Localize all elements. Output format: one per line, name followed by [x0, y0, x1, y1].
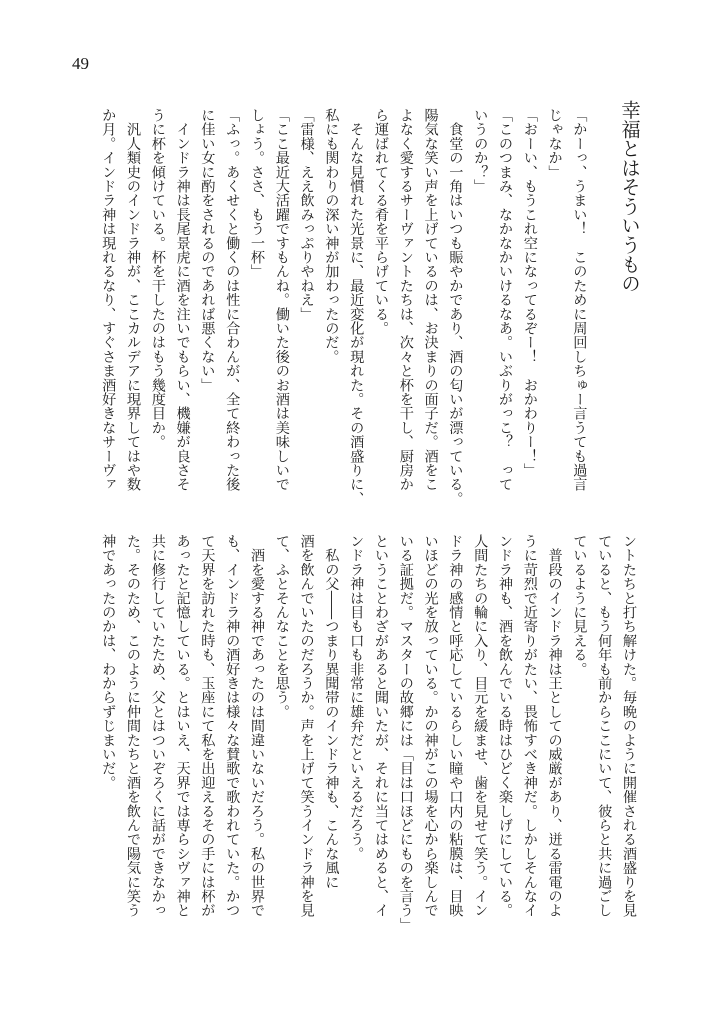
text-column-upper: じゃなか」: [546, 108, 563, 179]
text-column-upper: 「ここ最近大活躍ですもんね。働いた後のお酒は美味しいで: [273, 108, 290, 492]
text-column-lower: 酒を飲んでいたのだろうか。声を上げて笑うインドラ神を見: [298, 534, 315, 918]
text-column-lower: た。そのため、このように仲間たちと酒を飲んで陽気に笑う: [124, 534, 141, 918]
text-column-lower: 普段のインドラ神は王としての威厳があり、迸る雷電のよ: [546, 534, 563, 918]
text-column-lower: 酒を愛する神であったのは間違いないだろう。私の世界で: [248, 534, 265, 918]
text-column-lower: ということわざがあると聞いたが、それに当てはめると、イ: [372, 534, 389, 918]
text-column-upper: 陽気な笑い声を上げているのは、お決まりの面子だ。酒をこ: [422, 108, 439, 492]
text-column-lower: 共に修行していたため、父とはついぞろくに話ができなかっ: [149, 534, 166, 918]
text-column-upper: 私にも関わりの深い神が加わったのだ。: [323, 108, 340, 364]
text-column-lower: て、ふとそんなことを思う。: [273, 534, 290, 719]
text-column-lower: 私の父――つまり異聞帯のインドラ神も、こんな風に: [323, 534, 340, 889]
chapter-title: 幸福とはそういうもの: [617, 100, 641, 293]
text-column-lower: ドラ神の感情と呼応しているらしい瞳や口内の粘膜は、目映: [447, 534, 464, 918]
text-column-lower: 人間たちの輪に入り、目元を緩ませ、歯を見せて笑う。イン: [472, 534, 489, 918]
text-column-upper: うに杯を傾けている。杯を干したのはもう幾度目か。: [149, 108, 166, 449]
text-column-upper: しょう。ささ、もう一杯」: [248, 108, 265, 279]
text-column-upper: よなく愛するサーヴァントたちは、次々と杯を干し、厨房か: [397, 108, 414, 492]
text-column-upper: 食堂の一角はいつも賑やかであり、酒の匂いが漂っている。: [447, 108, 464, 506]
text-column-lower: うに苛烈で近寄りがたい、畏怖すべき神だ。しかしそんなイ: [521, 534, 538, 918]
text-column-upper: 「かーっ、うまい！ このために周回しちゅー言うても過言: [571, 108, 588, 492]
text-column-lower: いる証拠だ。マスターの故郷には「目は口ほどにものを言う」: [397, 534, 414, 932]
text-column-lower: あったと記憶している。とはいえ、天界では専らシヴァ神と: [174, 534, 191, 918]
text-column-upper: に佳い女に酌をされるのであれば悪くない」: [199, 108, 216, 392]
text-column-lower: 神であったのかは、わからずじまいだ。: [100, 534, 117, 790]
text-column-upper: ら運ばれてくる肴を平らげている。: [372, 108, 389, 336]
text-column-lower: ていると、もう何年も前からここにいて、彼らと共に過ごし: [596, 534, 613, 918]
text-column-upper: いうのか？」: [472, 108, 489, 194]
text-column-upper: 汎人類史のインドラ神が、ここカルデアに現界してはや数: [124, 108, 141, 492]
text-column-lower: ンドラ神は目も口も非常に雄弁だといえるだろう。: [348, 534, 365, 861]
text-column-lower: も、インドラ神の酒好きは様々な賛歌で歌われていた。かつ: [224, 534, 241, 918]
text-column-lower: ントたちと打ち解けた。毎晩のように開催される酒盛りを見: [620, 534, 637, 918]
text-column-upper: 「おーい、もうこれ空になってるぞー！ おかわりー！」: [521, 108, 538, 478]
text-column-lower: て天界を訪れた時も、玉座にて私を出迎えるその手には杯が: [199, 534, 216, 918]
text-column-upper: 「このつまみ、なかなかいけるなあ。いぶりがっこ？ って: [496, 108, 513, 492]
text-column-upper: インドラ神は長尾景虎に酒を注いでもらい、機嫌が良さそ: [174, 108, 191, 492]
text-column-lower: ているように見える。: [571, 534, 588, 676]
text-column-upper: 「雷様、ええ飲みっぷりやねえ」: [298, 108, 315, 321]
text-column-upper: か月。インドラ神は現れるなり、すぐさま酒好きなサーヴァ: [100, 108, 117, 492]
page-number: 49: [72, 54, 89, 73]
text-column-lower: ンドラ神も、酒を飲んでいる時はひどく楽しげにしている。: [496, 534, 513, 918]
text-column-upper: そんな見慣れた光景に、最近変化が現れた。その酒盛りに、: [348, 108, 365, 506]
text-column-lower: いほどの光を放っている。かの神がこの場を心から楽しんで: [422, 534, 439, 918]
text-column-upper: 「ふっ。あくせくと働くのは性に合わんが、全て終わった後: [224, 108, 241, 492]
